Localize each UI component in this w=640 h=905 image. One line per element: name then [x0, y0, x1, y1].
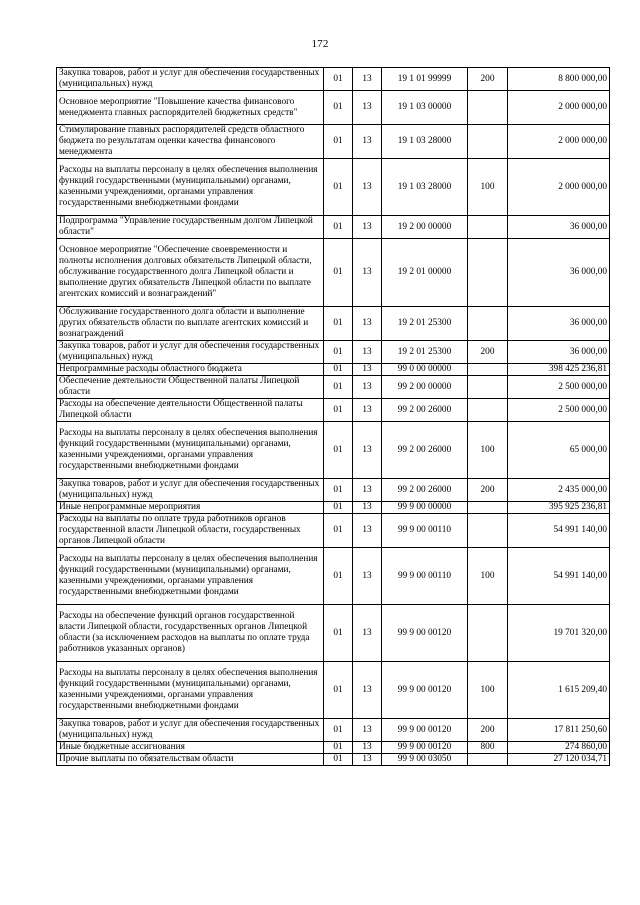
row-section-code: 01 — [324, 422, 353, 479]
row-subsection-code: 13 — [353, 376, 382, 399]
row-expense-type-code — [468, 364, 508, 376]
row-section-code: 01 — [324, 502, 353, 514]
row-target-article-code: 19 1 03 28000 — [382, 125, 468, 159]
row-target-article-code: 99 2 00 26000 — [382, 422, 468, 479]
row-target-article-code: 19 2 01 25300 — [382, 341, 468, 364]
row-expense-type-code — [468, 216, 508, 239]
row-amount: 36 000,00 — [508, 239, 610, 307]
table-row — [57, 502, 610, 514]
table-row — [57, 91, 610, 125]
row-subsection-code: 13 — [353, 742, 382, 754]
table-row — [57, 399, 610, 422]
row-target-article-code: 99 2 00 26000 — [382, 399, 468, 422]
row-target-article-code: 99 9 00 03050 — [382, 754, 468, 766]
budget-table — [56, 67, 610, 766]
row-expense-type-code — [468, 376, 508, 399]
row-target-article-code: 99 0 00 00000 — [382, 364, 468, 376]
row-description: Обеспечение деятельности Общественной палаты Липецкой области — [57, 376, 324, 399]
row-subsection-code: 13 — [353, 159, 382, 216]
row-description: Иные бюджетные ассигнования — [57, 742, 324, 754]
table-row — [57, 376, 610, 399]
row-subsection-code: 13 — [353, 662, 382, 719]
row-expense-type-code: 100 — [468, 662, 508, 719]
row-amount: 19 701 320,00 — [508, 605, 610, 662]
row-expense-type-code — [468, 125, 508, 159]
row-amount: 27 120 034,71 — [508, 754, 610, 766]
row-amount: 54 991 140,00 — [508, 514, 610, 548]
row-target-article-code: 99 9 00 00120 — [382, 605, 468, 662]
row-description: Расходы на выплаты персоналу в целях обеспечения выполнения функций государственными (муниципальными) органами, казенными учреждениями, органами управления государственными внебюджетными фондами — [57, 662, 324, 719]
row-amount: 2 000 000,00 — [508, 91, 610, 125]
row-section-code: 01 — [324, 159, 353, 216]
row-subsection-code: 13 — [353, 502, 382, 514]
row-section-code: 01 — [324, 754, 353, 766]
row-amount: 36 000,00 — [508, 307, 610, 341]
row-description: Подпрограмма "Управление государственным долгом Липецкой области" — [57, 216, 324, 239]
row-subsection-code: 13 — [353, 91, 382, 125]
row-amount: 65 000,00 — [508, 422, 610, 479]
row-target-article-code: 99 9 00 00000 — [382, 502, 468, 514]
row-expense-type-code — [468, 514, 508, 548]
row-section-code: 01 — [324, 399, 353, 422]
row-target-article-code: 99 2 00 00000 — [382, 376, 468, 399]
row-expense-type-code: 100 — [468, 548, 508, 605]
row-amount: 2 500 000,00 — [508, 376, 610, 399]
row-expense-type-code — [468, 307, 508, 341]
row-section-code: 01 — [324, 605, 353, 662]
row-amount: 274 860,00 — [508, 742, 610, 754]
table-row — [57, 216, 610, 239]
row-target-article-code: 19 2 01 00000 — [382, 239, 468, 307]
row-section-code: 01 — [324, 719, 353, 742]
table-row — [57, 754, 610, 766]
row-amount: 8 800 000,00 — [508, 68, 610, 91]
page-number: 172 — [311, 38, 329, 50]
row-description: Закупка товаров, работ и услуг для обеспечения государственных (муниципальных) нужд — [57, 68, 324, 91]
row-description: Закупка товаров, работ и услуг для обеспечения государственных (муниципальных) нужд — [57, 719, 324, 742]
table-row — [57, 364, 610, 376]
table-row — [57, 68, 610, 91]
row-subsection-code: 13 — [353, 719, 382, 742]
row-target-article-code: 99 2 00 26000 — [382, 479, 468, 502]
row-subsection-code: 13 — [353, 514, 382, 548]
row-expense-type-code — [468, 502, 508, 514]
row-amount: 398 425 236,81 — [508, 364, 610, 376]
row-amount: 395 925 236,81 — [508, 502, 610, 514]
row-description: Стимулирование главных распорядителей средств областного бюджета по результатам оценки качества финансового менеджмента — [57, 125, 324, 159]
row-subsection-code: 13 — [353, 422, 382, 479]
row-subsection-code: 13 — [353, 125, 382, 159]
table-row — [57, 422, 610, 479]
table-row — [57, 159, 610, 216]
row-section-code: 01 — [324, 479, 353, 502]
row-target-article-code: 19 1 03 00000 — [382, 91, 468, 125]
row-subsection-code: 13 — [353, 548, 382, 605]
row-amount: 36 000,00 — [508, 341, 610, 364]
row-amount: 1 615 209,40 — [508, 662, 610, 719]
row-subsection-code: 13 — [353, 605, 382, 662]
row-description: Закупка товаров, работ и услуг для обеспечения государственных (муниципальных) нужд — [57, 341, 324, 364]
row-description: Расходы на выплаты персоналу в целях обеспечения выполнения функций государственными (муниципальными) органами, казенными учреждениями, органами управления государственными внебюджетными фондами — [57, 422, 324, 479]
row-target-article-code: 19 2 01 25300 — [382, 307, 468, 341]
table-row — [57, 719, 610, 742]
row-amount: 2 000 000,00 — [508, 159, 610, 216]
row-target-article-code: 99 9 00 00120 — [382, 742, 468, 754]
row-expense-type-code: 100 — [468, 159, 508, 216]
row-section-code: 01 — [324, 364, 353, 376]
row-description: Прочие выплаты по обязательствам области — [57, 754, 324, 766]
row-description: Обслуживание государственного долга области и выполнение других обязательств области по выплате агентских комиссий и вознаграждений — [57, 307, 324, 341]
row-target-article-code: 19 1 03 28000 — [382, 159, 468, 216]
row-amount: 2 000 000,00 — [508, 125, 610, 159]
row-section-code: 01 — [324, 125, 353, 159]
row-expense-type-code — [468, 605, 508, 662]
row-description: Иные непрограммные мероприятия — [57, 502, 324, 514]
table-row — [57, 341, 610, 364]
row-target-article-code: 99 9 00 00110 — [382, 514, 468, 548]
budget-table-body — [57, 68, 610, 766]
row-expense-type-code: 200 — [468, 341, 508, 364]
row-expense-type-code — [468, 754, 508, 766]
row-section-code: 01 — [324, 239, 353, 307]
row-expense-type-code: 200 — [468, 719, 508, 742]
row-target-article-code: 99 9 00 00110 — [382, 548, 468, 605]
row-amount: 17 811 250,60 — [508, 719, 610, 742]
row-section-code: 01 — [324, 662, 353, 719]
row-section-code: 01 — [324, 514, 353, 548]
table-row — [57, 548, 610, 605]
row-subsection-code: 13 — [353, 341, 382, 364]
row-description: Расходы на обеспечение деятельности Общественной палаты Липецкой области — [57, 399, 324, 422]
row-description: Основное мероприятие "Обеспечение своевременности и полноты исполнения долговых обязательств Липецкой области, обслуживание государственного долга Липецкой области и выполнение других обязательств Липецкой области по выплате агентских комиссий и вознаграждений" — [57, 239, 324, 307]
row-expense-type-code: 100 — [468, 422, 508, 479]
row-section-code: 01 — [324, 341, 353, 364]
row-description: Расходы на выплаты по оплате труда работников органов государственной власти Липецкой области, государственных органов Липецкой области — [57, 514, 324, 548]
row-section-code: 01 — [324, 376, 353, 399]
row-description: Расходы на выплаты персоналу в целях обеспечения выполнения функций государственными (муниципальными) органами, казенными учреждениями, органами управления государственными внебюджетными фондами — [57, 159, 324, 216]
row-subsection-code: 13 — [353, 364, 382, 376]
row-expense-type-code — [468, 239, 508, 307]
row-amount: 2 500 000,00 — [508, 399, 610, 422]
row-target-article-code: 99 9 00 00120 — [382, 719, 468, 742]
row-section-code: 01 — [324, 742, 353, 754]
row-section-code: 01 — [324, 91, 353, 125]
row-subsection-code: 13 — [353, 68, 382, 91]
row-target-article-code: 19 2 00 00000 — [382, 216, 468, 239]
row-expense-type-code: 800 — [468, 742, 508, 754]
table-row — [57, 239, 610, 307]
row-amount: 2 435 000,00 — [508, 479, 610, 502]
row-target-article-code: 99 9 00 00120 — [382, 662, 468, 719]
row-expense-type-code: 200 — [468, 68, 508, 91]
row-description: Основное мероприятие "Повышение качества финансового менеджмента главных распорядителей бюджетных средств" — [57, 91, 324, 125]
row-subsection-code: 13 — [353, 216, 382, 239]
row-section-code: 01 — [324, 216, 353, 239]
table-row — [57, 662, 610, 719]
row-section-code: 01 — [324, 548, 353, 605]
row-amount: 36 000,00 — [508, 216, 610, 239]
row-section-code: 01 — [324, 307, 353, 341]
table-row — [57, 125, 610, 159]
row-section-code: 01 — [324, 68, 353, 91]
row-amount: 54 991 140,00 — [508, 548, 610, 605]
table-row — [57, 479, 610, 502]
table-row — [57, 605, 610, 662]
row-subsection-code: 13 — [353, 754, 382, 766]
row-description: Расходы на обеспечение функций органов государственной власти Липецкой области, государственных органов Липецкой области (за исключением расходов на выплаты по оплате труда работников указанных органов) — [57, 605, 324, 662]
row-target-article-code: 19 1 01 99999 — [382, 68, 468, 91]
row-expense-type-code: 200 — [468, 479, 508, 502]
row-expense-type-code — [468, 91, 508, 125]
row-subsection-code: 13 — [353, 239, 382, 307]
table-row — [57, 307, 610, 341]
table-row — [57, 742, 610, 754]
row-description: Закупка товаров, работ и услуг для обеспечения государственных (муниципальных) нужд — [57, 479, 324, 502]
row-subsection-code: 13 — [353, 307, 382, 341]
table-row — [57, 514, 610, 548]
row-description: Расходы на выплаты персоналу в целях обеспечения выполнения функций государственными (муниципальными) органами, казенными учреждениями, органами управления государственными внебюджетными фондами — [57, 548, 324, 605]
row-description: Непрограммные расходы областного бюджета — [57, 364, 324, 376]
row-subsection-code: 13 — [353, 479, 382, 502]
row-expense-type-code — [468, 399, 508, 422]
row-subsection-code: 13 — [353, 399, 382, 422]
